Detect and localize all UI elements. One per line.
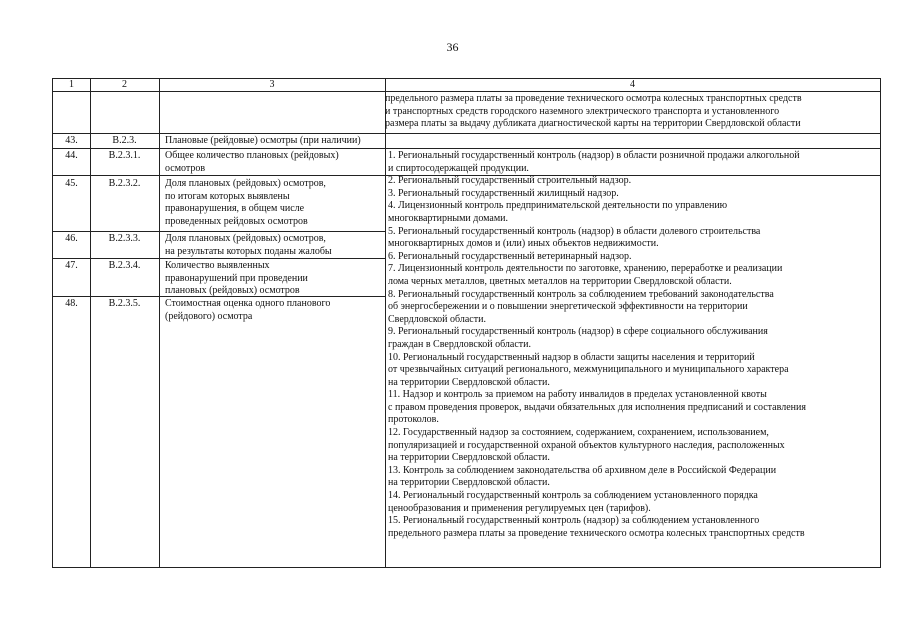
section-number: 43. (65, 135, 78, 146)
row-title (165, 150, 383, 175)
control-types-list (385, 150, 879, 540)
row-title-line: правонарушения, в общем числе (165, 203, 305, 215)
control-type-line: 3. Региональный государственный жилищный надзор. (388, 187, 619, 199)
control-type-line: 7. Лицензионный контроль деятельности по заготовке, хранению, переработке и реализации (388, 263, 783, 275)
row-code: В.2.3.1. (108, 150, 141, 161)
row-divider (53, 133, 880, 134)
row-title-line: Количество выявленных (165, 260, 270, 271)
control-type-line: предельного размера платы за проведение технического осмотра колесных транспортных средств (388, 527, 805, 539)
control-type-line: 12. Государственный надзор за состоянием, содержанием, сохранением, использованием, (388, 427, 769, 439)
row-code: В.2.3.3. (108, 233, 141, 244)
control-type-line: 10. Региональный государственный надзор в области защиты населения и территорий (388, 351, 755, 363)
row-title (165, 233, 383, 258)
control-type-line: граждан в Свердловской области. (388, 338, 531, 350)
control-type-line: и спиртосодержащей продукции. (388, 162, 529, 174)
row-title (165, 298, 383, 323)
header-col-2: 2 (122, 79, 127, 90)
continuation-line: размера платы за выдачу дубликата диагностической карты на территории Свердловской области (385, 118, 801, 130)
control-type-line: многоквартирных домов и (или) иных объектов недвижимости. (388, 238, 659, 250)
row-number: 48. (65, 298, 78, 309)
page-number: 36 (446, 40, 459, 54)
row-title (165, 178, 383, 228)
row-code: В.2.3.5. (108, 298, 141, 309)
control-type-line: 2. Региональный государственный строительный надзор. (388, 175, 632, 187)
row-title-line: Доля плановых (рейдовых) осмотров, (165, 178, 326, 189)
row-title-line: Доля плановых (рейдовых) осмотров, (165, 233, 326, 244)
row-code: В.2.3.2. (108, 178, 141, 189)
control-type-line: 11. Надзор и контроль за приемом на работу инвалидов в пределах установленной квоты (388, 389, 767, 401)
control-type-line: 8. Региональный государственный контроль за соблюдением требований законодательства (388, 288, 774, 300)
control-type-line: 15. Региональный государственный контроль (надзор) за соблюдением установленного (388, 515, 760, 527)
row-title-line: плановых (рейдовых) осмотров (165, 285, 300, 297)
control-type-line: 1. Региональный государственный контроль (надзор) в области розничной продажи алкогольной (388, 150, 800, 161)
row-title-line: по итогам которых выявлены (165, 190, 290, 202)
header-col-1: 1 (69, 79, 74, 90)
row-divider (53, 231, 385, 232)
control-type-line: 4. Лицензионный контроль предпринимательской деятельности по управлению (388, 200, 728, 212)
control-type-line: многоквартирными домами. (388, 212, 509, 224)
control-type-line: от чрезвычайных ситуаций регионального, межмуниципального и муниципального характера (388, 364, 789, 376)
continuation-line: и транспортных средств городского наземного электрического транспорта и установленного (385, 105, 780, 117)
control-type-line: об энергосбережении и о повышении энергетической эффективности на территории (388, 301, 748, 313)
row-title-line: на результаты которых поданы жалобы (165, 245, 332, 257)
row-title-line: (рейдового) осмотра (165, 310, 253, 322)
row-number: 45. (65, 178, 78, 189)
control-type-line: ценообразования и применения регулируемых цен (тарифов). (388, 502, 651, 514)
row-code: В.2.3.4. (108, 260, 141, 271)
header-col-3: 3 (269, 79, 275, 90)
table-header (53, 79, 880, 92)
control-type-line: популяризацией и государственной охраной объектов культурного наследия, расположенных (388, 439, 785, 451)
control-type-line: на территории Свердловской области. (388, 477, 550, 489)
row-title-line: правонарушений при проведении (165, 272, 308, 284)
control-type-line: 13. Контроль за соблюдением законодательства об архивном деле в Российской Федерации (388, 464, 777, 476)
row-title-line: Общее количество плановых (рейдовых) (165, 150, 339, 161)
section-title: Плановые (рейдовые) осмотры (при наличии) (165, 135, 361, 146)
control-type-line: 6. Региональный государственный ветеринарный надзор. (388, 250, 632, 262)
row-number: 46. (65, 233, 78, 244)
control-type-line: 5. Региональный государственный контроль (надзор) в области долевого строительства (388, 225, 761, 237)
control-type-line: на территории Свердловской области. (388, 376, 550, 388)
control-type-line: на территории Свердловской области. (388, 452, 550, 464)
row-title-line: проведенных рейдовых осмотров (165, 215, 308, 227)
continuation-line: предельного размера платы за проведение технического осмотра колесных транспортных средств (385, 93, 802, 104)
control-type-line: Свердловской области. (388, 313, 486, 325)
control-type-line: с правом проведения проверок, выдачи обязательных для исполнения предписаний и составления (388, 401, 806, 413)
row-number: 47. (65, 260, 78, 271)
row-title (165, 260, 383, 298)
indicators-table (52, 78, 881, 568)
row-title-line: Стоимостная оценка одного планового (165, 298, 331, 309)
continuation-text (385, 93, 879, 131)
control-type-line: 14. Региональный государственный контроль за соблюдением установленного порядка (388, 490, 758, 502)
header-col-4: 4 (630, 79, 635, 90)
section-code: В.2.3. (112, 135, 137, 146)
column-divider (159, 79, 160, 567)
row-number: 44. (65, 150, 78, 161)
row-divider (53, 148, 880, 149)
control-type-line: 9. Региональный государственный контроль (надзор) в сфере социального обслуживания (388, 326, 768, 338)
row-title-line: осмотров (165, 162, 206, 174)
control-type-line: протоколов. (388, 414, 439, 426)
control-type-line: лома черных металлов, цветных металлов на территории Свердловской области. (388, 275, 732, 287)
